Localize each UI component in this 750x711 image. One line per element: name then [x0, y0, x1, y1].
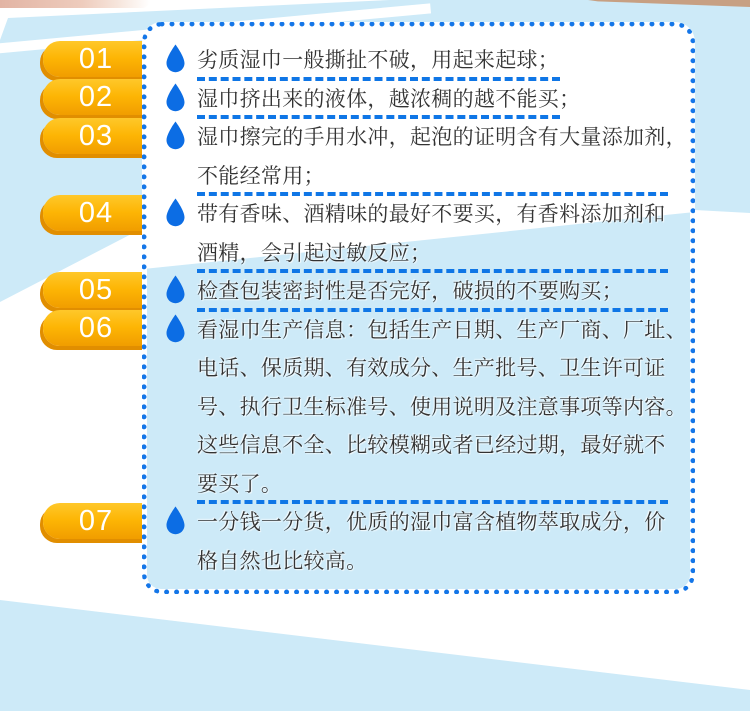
tip-text: 湿巾挤出来的液体，越浓稠的越不能买； [197, 87, 581, 111]
step-number-badge: 02 [43, 79, 149, 115]
water-drop-icon [164, 198, 187, 229]
tips-panel [142, 22, 695, 594]
top-left-pink-remnant [0, 0, 150, 8]
tip-text: 带有香味、酒精味的最好不要买，有香料添加剂和 [197, 203, 666, 227]
step-number-badge: 04 [43, 195, 149, 231]
tip-text: 电话、保质期、有效成分、生产批号、卫生许可证 [197, 357, 666, 381]
tip-item [197, 117, 687, 194]
tip-text: 格自然也比较高。 [197, 549, 368, 573]
tip-text: 这些信息不全、比较模糊或者已经过期，最好就不 [197, 434, 666, 458]
step-number-badge: 05 [43, 272, 149, 308]
water-drop-icon [164, 83, 187, 114]
tip-item [197, 40, 664, 79]
tip-text: 要买了。 [197, 472, 283, 496]
tip-text: 看湿巾生产信息：包括生产日期、生产厂商、厂址、 [197, 318, 687, 342]
step-number-badge: 07 [43, 503, 149, 539]
tip-list [147, 27, 690, 579]
water-drop-icon [164, 506, 187, 537]
tip-text: 湿巾擦完的手用水冲，起泡的证明含有大量添加剂， [197, 126, 687, 150]
tip-text: 检查包装密封性是否完好，破损的不要购买； [197, 280, 623, 304]
water-drop-icon [164, 275, 187, 306]
step-number-badge: 03 [43, 118, 149, 154]
tip-text: 不能经常用； [197, 164, 325, 188]
tip-text: 酒精，会引起过敏反应； [197, 241, 432, 265]
tip-text: 劣质湿巾一般撕扯不破，用起来起球； [197, 49, 560, 73]
tip-item [197, 271, 664, 310]
water-drop-icon [164, 314, 187, 345]
step-number-badge: 06 [43, 310, 149, 346]
water-drop-icon [164, 121, 187, 152]
tip-item [197, 310, 687, 503]
tip-text: 一分钱一分货，优质的湿巾富含植物萃取成分，价 [197, 511, 666, 535]
tip-item [197, 194, 664, 271]
tip-item [197, 502, 664, 579]
step-number-badge: 01 [43, 41, 149, 77]
tip-text: 号、执行卫生标准号、使用说明及注意事项等内容。 [197, 395, 687, 419]
water-drop-icon [164, 44, 187, 75]
tip-item [197, 79, 664, 118]
